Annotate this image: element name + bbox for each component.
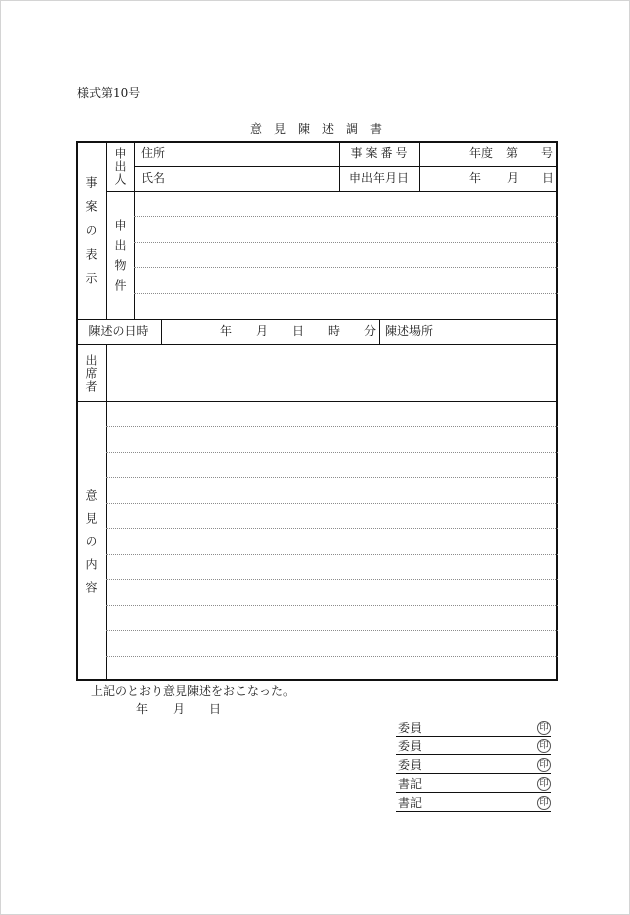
form-title: 意見陳述調書 bbox=[250, 122, 395, 136]
statement-datetime-label: 陳述の日時 bbox=[88, 324, 149, 338]
table-rule bbox=[379, 319, 380, 344]
case-display-label-cell bbox=[76, 141, 106, 319]
closing-day-unit: 日 bbox=[209, 702, 222, 716]
signature-role: 委員 bbox=[398, 721, 423, 735]
signature-role: 書記 bbox=[398, 796, 423, 810]
writing-line bbox=[134, 293, 558, 294]
opinion-label-cell bbox=[76, 401, 106, 681]
statement-datetime-field bbox=[161, 319, 379, 344]
closing-statement: 上記のとおり意見陳述をおこなった。 bbox=[91, 684, 296, 698]
seal-mark: 印 bbox=[537, 739, 551, 753]
year-unit: 年 bbox=[220, 324, 233, 338]
applicant-label: 申出人 bbox=[113, 147, 127, 186]
seal-mark: 印 bbox=[537, 758, 551, 772]
attendees-label-cell bbox=[76, 344, 106, 401]
property-label: 申出物件 bbox=[113, 219, 127, 299]
address-field bbox=[166, 141, 339, 166]
address-label: 住所 bbox=[141, 146, 166, 160]
month-unit: 月 bbox=[507, 171, 520, 185]
month-unit: 月 bbox=[256, 324, 269, 338]
writing-line bbox=[134, 216, 558, 217]
signature-line bbox=[396, 720, 551, 737]
fiscal-year-unit: 年度 bbox=[469, 146, 494, 160]
writing-line bbox=[106, 477, 558, 478]
writing-line bbox=[106, 452, 558, 453]
application-date-field bbox=[419, 166, 558, 191]
closing-month-unit: 月 bbox=[173, 702, 186, 716]
applicant-label-cell bbox=[106, 141, 134, 191]
writing-line bbox=[106, 554, 558, 555]
seal-mark: 印 bbox=[537, 796, 551, 810]
writing-line bbox=[106, 630, 558, 631]
application-date-label: 申出年月日 bbox=[348, 171, 409, 185]
name-field bbox=[166, 166, 339, 191]
number-suffix: 号 bbox=[541, 146, 554, 160]
writing-line bbox=[106, 503, 558, 504]
writing-line bbox=[134, 242, 558, 243]
signature-role: 委員 bbox=[398, 758, 423, 772]
seal-mark: 印 bbox=[537, 721, 551, 735]
number-prefix: 第 bbox=[506, 146, 519, 160]
signature-line bbox=[396, 795, 551, 812]
property-field bbox=[134, 191, 558, 319]
seal-mark: 印 bbox=[537, 777, 551, 791]
statement-place-field bbox=[435, 319, 558, 344]
case-number-label: 事案番号 bbox=[350, 146, 411, 160]
attendees-label: 出席者 bbox=[84, 353, 98, 393]
case-number-field bbox=[419, 141, 558, 166]
statement-place-label: 陳述場所 bbox=[385, 324, 434, 338]
form-number: 様式第10号 bbox=[77, 86, 141, 100]
writing-line bbox=[106, 605, 558, 606]
day-unit: 日 bbox=[292, 324, 305, 338]
closing-year-unit: 年 bbox=[136, 702, 149, 716]
name-label: 氏名 bbox=[141, 171, 166, 185]
signature-line bbox=[396, 776, 551, 793]
writing-line bbox=[106, 579, 558, 580]
opinion-field bbox=[106, 401, 558, 681]
attendees-field bbox=[106, 344, 558, 401]
writing-line bbox=[106, 528, 558, 529]
signature-role: 書記 bbox=[398, 777, 423, 791]
opinion-label: 意見の内容 bbox=[84, 489, 98, 604]
signature-line bbox=[396, 738, 551, 755]
minute-unit: 分 bbox=[364, 324, 377, 338]
property-label-cell bbox=[106, 191, 134, 319]
signature-role: 委員 bbox=[398, 739, 423, 753]
case-display-label: 事案の表示 bbox=[84, 176, 98, 296]
day-unit: 日 bbox=[542, 171, 555, 185]
year-unit: 年 bbox=[469, 171, 482, 185]
writing-line bbox=[134, 267, 558, 268]
hour-unit: 時 bbox=[328, 324, 341, 338]
writing-line bbox=[106, 426, 558, 427]
writing-line bbox=[106, 656, 558, 657]
signature-line bbox=[396, 757, 551, 774]
